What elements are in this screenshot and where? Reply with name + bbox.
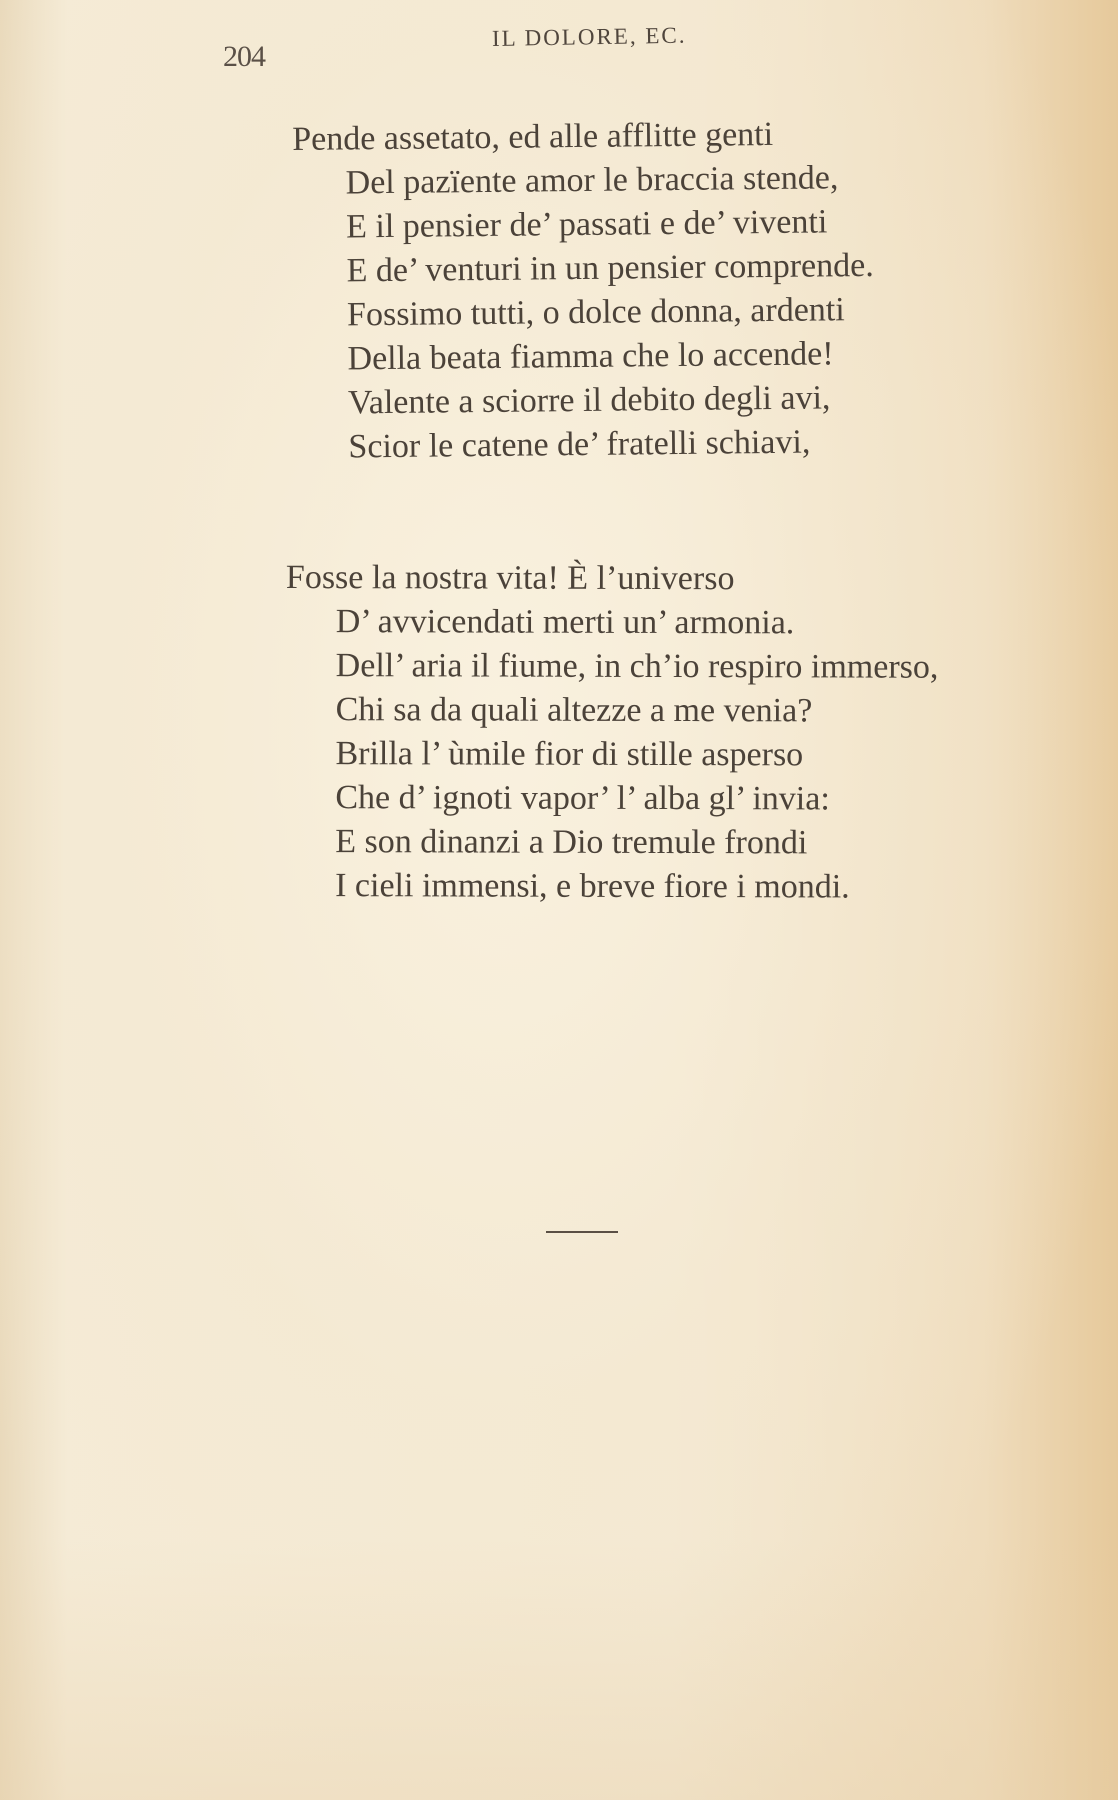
verse-line: Fossimo tutti, o dolce donna, ardenti (346, 291, 845, 334)
stanza-2 (285, 556, 939, 910)
verse-line: Chi sa da quali altezze a me venia? (335, 691, 813, 730)
verse-line: Scior le catene de’ fratelli schiavi, (348, 423, 811, 466)
verse-line: E son dinanzi a Dio tremule frondi (335, 823, 808, 862)
stanza-1 (292, 112, 876, 470)
verse-line: D’ avvicendati merti un’ armonia. (335, 603, 795, 642)
verse-line: I cieli immensi, e breve fiore i mondi. (335, 867, 850, 906)
verse-line: Della beata fiamma che lo accende! (347, 335, 834, 378)
page-number: 204 (223, 40, 265, 73)
verse-line: Che d’ ignoti vapor’ l’ alba gl’ invia: (335, 779, 830, 818)
running-head: IL DOLORE, EC. (491, 22, 687, 51)
end-rule-divider (546, 1231, 618, 1233)
verse-line: Del pazïente amor le braccia stende, (345, 159, 839, 202)
verse-line: Fosse la nostra vita! È l’universo (285, 559, 735, 598)
verse-line: Dell’ aria il fiume, in ch’io respiro immerso, (335, 647, 939, 686)
verse-line: E il pensier de’ passati e de’ viventi (345, 203, 828, 246)
verse-line: Pende assetato, ed alle afflitte genti (292, 115, 774, 158)
verse-line: Valente a sciorre il debito degli avi, (347, 379, 831, 422)
verse-line: E de’ venturi in un pensier comprende. (346, 246, 874, 290)
verse-line: Brilla l’ ùmile fior di stille asperso (335, 735, 804, 774)
